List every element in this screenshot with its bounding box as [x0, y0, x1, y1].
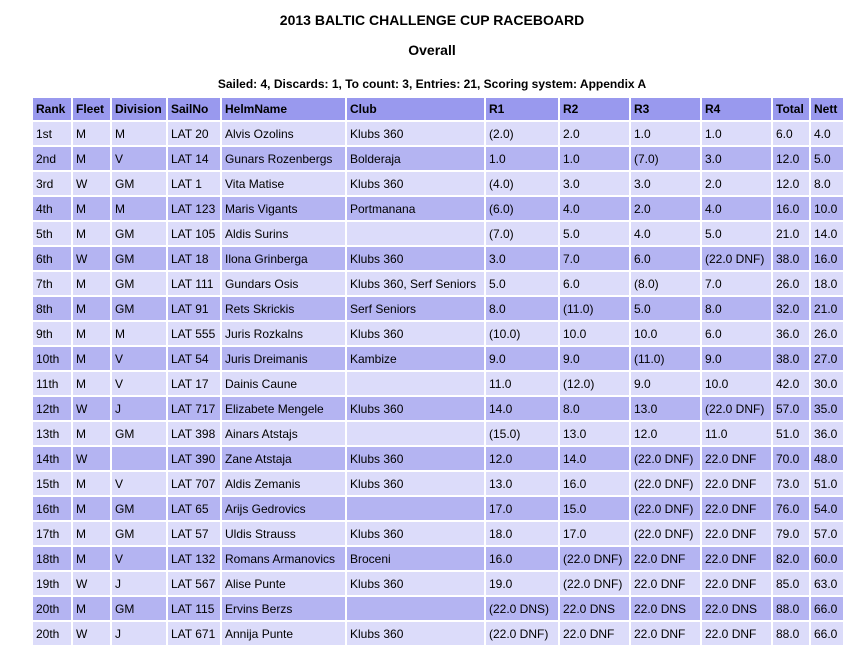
table-row [33, 422, 843, 445]
cell-sailno: LAT 707 [168, 472, 220, 495]
cell-fleet: M [73, 497, 110, 520]
table-row [33, 397, 843, 420]
cell-club: Klubs 360 [347, 622, 484, 645]
header-fleet: Fleet [73, 98, 110, 120]
page-title: 2013 BALTIC CHALLENGE CUP RACEBOARD [279, 12, 585, 28]
cell-club: Klubs 360 [347, 397, 484, 420]
cell-club: Klubs 360 [347, 172, 484, 195]
cell-nett: 36.0 [811, 422, 843, 445]
cell-helmname: Rets Skrickis [222, 297, 345, 320]
cell-total: 73.0 [773, 472, 809, 495]
cell-rank: 15th [33, 472, 71, 495]
cell-r4: 7.0 [702, 272, 771, 295]
cell-nett: 51.0 [811, 472, 843, 495]
cell-total: 12.0 [773, 147, 809, 170]
cell-r3: (22.0 DNF) [631, 472, 700, 495]
cell-sailno: LAT 91 [168, 297, 220, 320]
cell-r2: 9.0 [560, 347, 629, 370]
cell-r1: 19.0 [486, 572, 558, 595]
cell-r2: 2.0 [560, 122, 629, 145]
table-row [33, 222, 843, 245]
cell-r3: (22.0 DNF) [631, 497, 700, 520]
cell-rank: 6th [33, 247, 71, 270]
cell-r3: 6.0 [631, 247, 700, 270]
cell-division: J [112, 622, 166, 645]
table-row [33, 247, 843, 270]
table-row [33, 572, 843, 595]
cell-r1: 5.0 [486, 272, 558, 295]
header-sailno: SailNo [168, 98, 220, 120]
cell-nett: 57.0 [811, 522, 843, 545]
cell-helmname: Annija Punte [222, 622, 345, 645]
table-row [33, 447, 843, 470]
cell-r2: 16.0 [560, 472, 629, 495]
cell-r2: 17.0 [560, 522, 629, 545]
cell-club: Broceni [347, 547, 484, 570]
cell-club [347, 422, 484, 445]
table-row [33, 597, 843, 620]
cell-total: 12.0 [773, 172, 809, 195]
cell-r1: (22.0 DNS) [486, 597, 558, 620]
cell-r2: 1.0 [560, 147, 629, 170]
cell-r1: (6.0) [486, 197, 558, 220]
cell-sailno: LAT 555 [168, 322, 220, 345]
header-total: Total [773, 98, 809, 120]
cell-helmname: Vita Matise [222, 172, 345, 195]
cell-club [347, 222, 484, 245]
cell-rank: 14th [33, 447, 71, 470]
cell-r3: 13.0 [631, 397, 700, 420]
cell-r1: (7.0) [486, 222, 558, 245]
cell-division: GM [112, 247, 166, 270]
cell-total: 85.0 [773, 572, 809, 595]
cell-rank: 20th [33, 597, 71, 620]
cell-fleet: M [73, 347, 110, 370]
cell-r1: (10.0) [486, 322, 558, 345]
cell-nett: 66.0 [811, 622, 843, 645]
cell-nett: 63.0 [811, 572, 843, 595]
header-club: Club [347, 98, 484, 120]
cell-nett: 18.0 [811, 272, 843, 295]
cell-sailno: LAT 20 [168, 122, 220, 145]
cell-r2: 3.0 [560, 172, 629, 195]
cell-total: 32.0 [773, 297, 809, 320]
cell-helmname: Gunars Rozenbergs [222, 147, 345, 170]
cell-r1: 1.0 [486, 147, 558, 170]
cell-sailno: LAT 18 [168, 247, 220, 270]
cell-nett: 26.0 [811, 322, 843, 345]
cell-r2: 10.0 [560, 322, 629, 345]
cell-r2: 7.0 [560, 247, 629, 270]
cell-r4: 5.0 [702, 222, 771, 245]
table-row [33, 522, 843, 545]
cell-division: J [112, 397, 166, 420]
cell-fleet: W [73, 572, 110, 595]
cell-rank: 12th [33, 397, 71, 420]
cell-r2: 5.0 [560, 222, 629, 245]
cell-r3: 12.0 [631, 422, 700, 445]
table-row [33, 497, 843, 520]
header-r2: R2 [560, 98, 629, 120]
cell-r4: 22.0 DNS [702, 597, 771, 620]
cell-sailno: LAT 17 [168, 372, 220, 395]
cell-total: 76.0 [773, 497, 809, 520]
cell-nett: 30.0 [811, 372, 843, 395]
cell-fleet: W [73, 397, 110, 420]
series-summary: Sailed: 4, Discards: 1, To count: 3, Entries: 21, Scoring system: Appendix A [217, 77, 647, 91]
cell-rank: 20th [33, 622, 71, 645]
cell-sailno: LAT 132 [168, 547, 220, 570]
cell-r3: 22.0 DNS [631, 597, 700, 620]
cell-club: Kambize [347, 347, 484, 370]
cell-r3: 1.0 [631, 122, 700, 145]
cell-r4: 10.0 [702, 372, 771, 395]
cell-helmname: Elizabete Mengele [222, 397, 345, 420]
cell-r1: 3.0 [486, 247, 558, 270]
cell-total: 79.0 [773, 522, 809, 545]
cell-r4: 22.0 DNF [702, 572, 771, 595]
cell-club: Klubs 360 [347, 122, 484, 145]
cell-r1: 18.0 [486, 522, 558, 545]
cell-r1: 13.0 [486, 472, 558, 495]
cell-division: J [112, 572, 166, 595]
cell-r3: 22.0 DNF [631, 547, 700, 570]
header-nett: Nett [811, 98, 843, 120]
cell-nett: 48.0 [811, 447, 843, 470]
cell-r2: 14.0 [560, 447, 629, 470]
cell-r2: 6.0 [560, 272, 629, 295]
cell-nett: 27.0 [811, 347, 843, 370]
cell-r3: (11.0) [631, 347, 700, 370]
cell-rank: 17th [33, 522, 71, 545]
cell-nett: 8.0 [811, 172, 843, 195]
table-row [33, 372, 843, 395]
cell-nett: 5.0 [811, 147, 843, 170]
cell-r1: 9.0 [486, 347, 558, 370]
cell-helmname: Alise Punte [222, 572, 345, 595]
cell-nett: 14.0 [811, 222, 843, 245]
cell-r2: (22.0 DNF) [560, 547, 629, 570]
cell-total: 26.0 [773, 272, 809, 295]
cell-fleet: M [73, 472, 110, 495]
cell-fleet: M [73, 122, 110, 145]
cell-club: Klubs 360 [347, 447, 484, 470]
cell-sailno: LAT 111 [168, 272, 220, 295]
cell-club [347, 497, 484, 520]
cell-nett: 4.0 [811, 122, 843, 145]
cell-r1: 8.0 [486, 297, 558, 320]
cell-r2: (11.0) [560, 297, 629, 320]
cell-club: Bolderaja [347, 147, 484, 170]
cell-total: 38.0 [773, 347, 809, 370]
cell-r4: 4.0 [702, 197, 771, 220]
cell-r3: 10.0 [631, 322, 700, 345]
cell-division: V [112, 347, 166, 370]
cell-fleet: M [73, 547, 110, 570]
cell-total: 57.0 [773, 397, 809, 420]
cell-club: Klubs 360 [347, 522, 484, 545]
cell-sailno: LAT 115 [168, 597, 220, 620]
cell-club [347, 597, 484, 620]
cell-r1: 14.0 [486, 397, 558, 420]
cell-r1: 17.0 [486, 497, 558, 520]
cell-helmname: Juris Dreimanis [222, 347, 345, 370]
cell-sailno: LAT 671 [168, 622, 220, 645]
cell-rank: 16th [33, 497, 71, 520]
cell-club: Klubs 360 [347, 247, 484, 270]
cell-club: Klubs 360 [347, 322, 484, 345]
cell-r3: 22.0 DNF [631, 572, 700, 595]
cell-helmname: Maris Vigants [222, 197, 345, 220]
cell-helmname: Uldis Strauss [222, 522, 345, 545]
cell-division: GM [112, 172, 166, 195]
cell-sailno: LAT 105 [168, 222, 220, 245]
cell-helmname: Gundars Osis [222, 272, 345, 295]
cell-r2: (22.0 DNF) [560, 572, 629, 595]
cell-r4: 8.0 [702, 297, 771, 320]
cell-r1: (15.0) [486, 422, 558, 445]
cell-helmname: Aldis Surins [222, 222, 345, 245]
cell-fleet: M [73, 322, 110, 345]
cell-r2: 15.0 [560, 497, 629, 520]
cell-rank: 8th [33, 297, 71, 320]
cell-rank: 9th [33, 322, 71, 345]
cell-r1: (22.0 DNF) [486, 622, 558, 645]
cell-sailno: LAT 57 [168, 522, 220, 545]
cell-rank: 4th [33, 197, 71, 220]
cell-club: Portmanana [347, 197, 484, 220]
cell-r4: 22.0 DNF [702, 547, 771, 570]
cell-helmname: Arijs Gedrovics [222, 497, 345, 520]
table-row [33, 547, 843, 570]
table-row [33, 297, 843, 320]
table-row [33, 622, 843, 645]
cell-rank: 13th [33, 422, 71, 445]
cell-sailno: LAT 123 [168, 197, 220, 220]
cell-total: 36.0 [773, 322, 809, 345]
cell-division: GM [112, 597, 166, 620]
cell-r3: 9.0 [631, 372, 700, 395]
cell-r3: 5.0 [631, 297, 700, 320]
cell-club: Klubs 360 [347, 572, 484, 595]
cell-helmname: Zane Atstaja [222, 447, 345, 470]
cell-r4: 11.0 [702, 422, 771, 445]
cell-r3: 22.0 DNF [631, 622, 700, 645]
cell-r3: (8.0) [631, 272, 700, 295]
cell-total: 70.0 [773, 447, 809, 470]
cell-sailno: LAT 54 [168, 347, 220, 370]
cell-r1: 16.0 [486, 547, 558, 570]
cell-helmname: Ilona Grinberga [222, 247, 345, 270]
cell-r4: 1.0 [702, 122, 771, 145]
cell-helmname: Juris Rozkalns [222, 322, 345, 345]
cell-division: GM [112, 272, 166, 295]
cell-division [112, 447, 166, 470]
cell-division: GM [112, 422, 166, 445]
cell-r4: (22.0 DNF) [702, 247, 771, 270]
header-helmname: HelmName [222, 98, 345, 120]
table-row [33, 122, 843, 145]
cell-total: 88.0 [773, 622, 809, 645]
cell-helmname: Ervins Berzs [222, 597, 345, 620]
cell-total: 42.0 [773, 372, 809, 395]
cell-r1: 11.0 [486, 372, 558, 395]
header-row [33, 98, 843, 120]
cell-rank: 7th [33, 272, 71, 295]
table-row [33, 472, 843, 495]
cell-r4: 22.0 DNF [702, 522, 771, 545]
cell-r2: 4.0 [560, 197, 629, 220]
cell-r3: (22.0 DNF) [631, 447, 700, 470]
cell-nett: 60.0 [811, 547, 843, 570]
cell-sailno: LAT 567 [168, 572, 220, 595]
cell-r4: 3.0 [702, 147, 771, 170]
cell-total: 6.0 [773, 122, 809, 145]
cell-division: M [112, 322, 166, 345]
cell-sailno: LAT 1 [168, 172, 220, 195]
table-row [33, 147, 843, 170]
cell-club: Serf Seniors [347, 297, 484, 320]
cell-r3: 2.0 [631, 197, 700, 220]
cell-fleet: M [73, 222, 110, 245]
cell-fleet: M [73, 422, 110, 445]
table-row [33, 172, 843, 195]
cell-total: 88.0 [773, 597, 809, 620]
cell-division: GM [112, 222, 166, 245]
results-table [31, 96, 845, 647]
cell-rank: 10th [33, 347, 71, 370]
cell-fleet: M [73, 372, 110, 395]
cell-r2: 22.0 DNF [560, 622, 629, 645]
cell-total: 51.0 [773, 422, 809, 445]
cell-helmname: Romans Armanovics [222, 547, 345, 570]
table-row [33, 197, 843, 220]
cell-fleet: M [73, 147, 110, 170]
cell-rank: 11th [33, 372, 71, 395]
table-row [33, 322, 843, 345]
cell-rank: 3rd [33, 172, 71, 195]
cell-r3: 4.0 [631, 222, 700, 245]
page-subtitle: Overall [408, 42, 456, 58]
cell-fleet: M [73, 272, 110, 295]
cell-fleet: W [73, 172, 110, 195]
cell-division: GM [112, 297, 166, 320]
header-r1: R1 [486, 98, 558, 120]
header-r3: R3 [631, 98, 700, 120]
cell-fleet: M [73, 297, 110, 320]
header-r4: R4 [702, 98, 771, 120]
cell-rank: 19th [33, 572, 71, 595]
cell-r4: (22.0 DNF) [702, 397, 771, 420]
cell-club [347, 372, 484, 395]
cell-r2: 13.0 [560, 422, 629, 445]
header-rank: Rank [33, 98, 71, 120]
cell-division: GM [112, 522, 166, 545]
cell-rank: 18th [33, 547, 71, 570]
cell-nett: 66.0 [811, 597, 843, 620]
cell-rank: 1st [33, 122, 71, 145]
cell-fleet: W [73, 622, 110, 645]
cell-r2: 8.0 [560, 397, 629, 420]
cell-fleet: W [73, 447, 110, 470]
cell-r2: (12.0) [560, 372, 629, 395]
cell-club: Klubs 360 [347, 472, 484, 495]
cell-fleet: M [73, 522, 110, 545]
cell-sailno: LAT 398 [168, 422, 220, 445]
cell-r1: 12.0 [486, 447, 558, 470]
cell-division: GM [112, 497, 166, 520]
cell-club: Klubs 360, Serf Seniors [347, 272, 484, 295]
cell-total: 38.0 [773, 247, 809, 270]
cell-nett: 54.0 [811, 497, 843, 520]
cell-fleet: W [73, 247, 110, 270]
cell-r4: 6.0 [702, 322, 771, 345]
cell-sailno: LAT 14 [168, 147, 220, 170]
cell-r2: 22.0 DNS [560, 597, 629, 620]
cell-nett: 35.0 [811, 397, 843, 420]
cell-rank: 5th [33, 222, 71, 245]
cell-total: 82.0 [773, 547, 809, 570]
table-row [33, 347, 843, 370]
cell-nett: 16.0 [811, 247, 843, 270]
cell-division: V [112, 372, 166, 395]
cell-r4: 9.0 [702, 347, 771, 370]
cell-helmname: Dainis Caune [222, 372, 345, 395]
cell-division: M [112, 122, 166, 145]
cell-sailno: LAT 717 [168, 397, 220, 420]
cell-total: 16.0 [773, 197, 809, 220]
cell-division: V [112, 547, 166, 570]
cell-helmname: Ainars Atstajs [222, 422, 345, 445]
cell-r1: (2.0) [486, 122, 558, 145]
cell-r4: 2.0 [702, 172, 771, 195]
cell-r4: 22.0 DNF [702, 447, 771, 470]
cell-division: M [112, 197, 166, 220]
results-body [33, 122, 843, 645]
cell-r3: (7.0) [631, 147, 700, 170]
cell-helmname: Aldis Zemanis [222, 472, 345, 495]
cell-total: 21.0 [773, 222, 809, 245]
cell-nett: 21.0 [811, 297, 843, 320]
cell-r1: (4.0) [486, 172, 558, 195]
cell-r4: 22.0 DNF [702, 622, 771, 645]
cell-r4: 22.0 DNF [702, 472, 771, 495]
cell-sailno: LAT 65 [168, 497, 220, 520]
cell-r3: (22.0 DNF) [631, 522, 700, 545]
cell-division: V [112, 147, 166, 170]
cell-sailno: LAT 390 [168, 447, 220, 470]
cell-division: V [112, 472, 166, 495]
cell-r3: 3.0 [631, 172, 700, 195]
cell-nett: 10.0 [811, 197, 843, 220]
cell-r4: 22.0 DNF [702, 497, 771, 520]
cell-fleet: M [73, 197, 110, 220]
cell-fleet: M [73, 597, 110, 620]
table-row [33, 272, 843, 295]
header-division: Division [112, 98, 166, 120]
cell-helmname: Alvis Ozolins [222, 122, 345, 145]
cell-rank: 2nd [33, 147, 71, 170]
